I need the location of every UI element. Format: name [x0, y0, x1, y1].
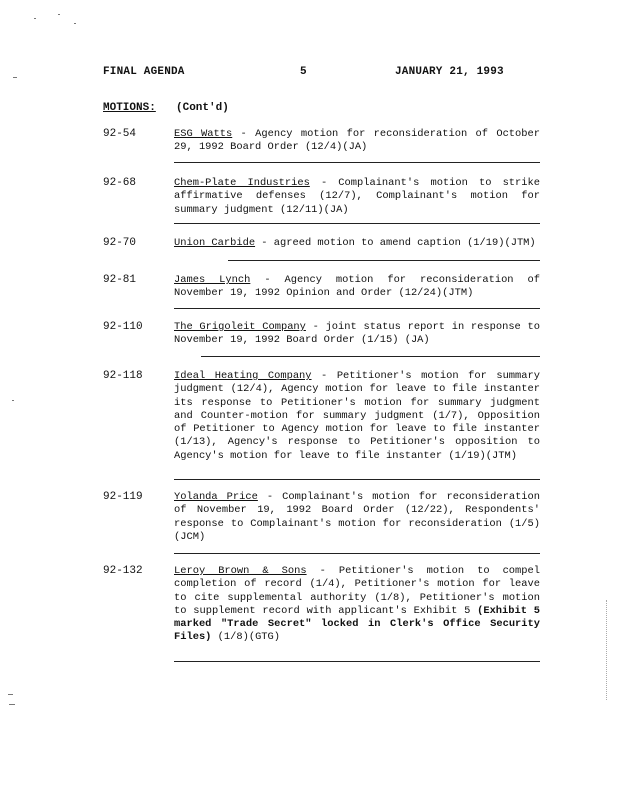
entry-text: [174, 177, 540, 217]
docket-number: 92-110: [103, 321, 143, 333]
entry-description: - Agency motion for reconsideration of November 19, 1992 Opinion and Order (12/24)(JTM): [174, 274, 540, 300]
entry-divider: [174, 162, 540, 163]
entry-divider: [174, 223, 540, 224]
entry-description-tail: (1/8)(GTG): [211, 631, 281, 644]
docket-number: 92-119: [103, 491, 143, 503]
docket-number: 92-118: [103, 370, 143, 382]
entry-divider: [174, 661, 540, 662]
docket-number: 92-68: [103, 177, 137, 189]
scan-speck: [8, 694, 13, 695]
docket-number: 92-132: [103, 565, 143, 577]
party-name: ESG Watts: [174, 128, 233, 140]
entry-text: [174, 370, 540, 463]
entry-text: [174, 128, 540, 155]
entry-description: - Petitioner's motion to compel completion of record (1/4), Petitioner's motion for leave to cite supplemental authority (1/8), Petitioner's motion to supplement record with applicant's Exhibit 5: [174, 565, 540, 617]
entry-description: - agreed motion to amend caption (1/19)(JTM): [255, 237, 536, 249]
docket-number: 92-54: [103, 128, 137, 140]
header-date: JANUARY 21, 1993: [395, 66, 504, 78]
party-name: Union Carbide: [174, 237, 256, 249]
entry-description: - Complainant's motion for reconsideration of November 19, 1992 Board Order (12/22), Respondents' response to Complainant's motion for reconsideration (1/5)(JCM): [174, 491, 541, 543]
header-page-number: 5: [300, 66, 307, 78]
section-contd: (Cont'd): [176, 102, 229, 114]
entry-divider: [174, 479, 540, 480]
header-title: FINAL AGENDA: [103, 66, 185, 78]
section-label: MOTIONS:: [103, 102, 156, 114]
party-name: The Grigoleit Company: [174, 321, 306, 333]
docket-number: 92-81: [103, 274, 137, 286]
page-header: [103, 66, 540, 82]
entry-divider: [174, 308, 540, 309]
trade-secret-note: (Exhibit 5 marked "Trade Secret" locked in Clerk's Office Security Files): [174, 604, 540, 644]
scan-speck: [9, 704, 15, 705]
entry-divider: [228, 260, 540, 261]
party-name: James Lynch: [174, 274, 251, 286]
entry-text: [174, 237, 540, 250]
party-name: Yolanda Price: [174, 491, 258, 503]
scan-speck: [34, 18, 36, 19]
entry-text: [174, 491, 540, 544]
scan-speck: [12, 400, 14, 401]
entry-description: - joint status report in response to November 19, 1992 Board Order (1/15) (JA): [174, 321, 540, 347]
entry-description: - Petitioner's motion for summary judgment (12/4), Agency motion for leave to file instanter its response to Petitioner's motion for summary judgment and Counter-motion for summary judgment (1/7), Opposition of Petitioner to Agency motion for leave to file instanter (1/13), Agency's response to Petitioner's opposition to Agency's motion for leave to file instanter (1/19)(JTM): [174, 370, 540, 462]
entry-text: [174, 274, 540, 301]
entry-description: - Agency motion for reconsideration of October 29, 1992 Board Order (12/4)(JA): [174, 128, 540, 154]
scan-speck: [74, 23, 76, 24]
party-name: Leroy Brown & Sons: [174, 565, 307, 577]
section-heading: [103, 102, 229, 114]
entry-description: - Complainant's motion to strike affirmative defenses (12/7), Complainant's motion for summary judgment (12/11)(JA): [174, 177, 540, 216]
party-name: Ideal Heating Company: [174, 370, 312, 382]
entry-text: [174, 321, 540, 348]
docket-number: 92-70: [103, 237, 137, 249]
entry-divider: [201, 356, 540, 357]
entry-text: [174, 565, 540, 645]
entry-divider: [174, 553, 540, 554]
party-name: Chem-Plate Industries: [174, 177, 310, 189]
scan-edge-mark: [606, 600, 608, 700]
scan-speck: [13, 77, 17, 78]
scan-speck: [58, 14, 60, 15]
